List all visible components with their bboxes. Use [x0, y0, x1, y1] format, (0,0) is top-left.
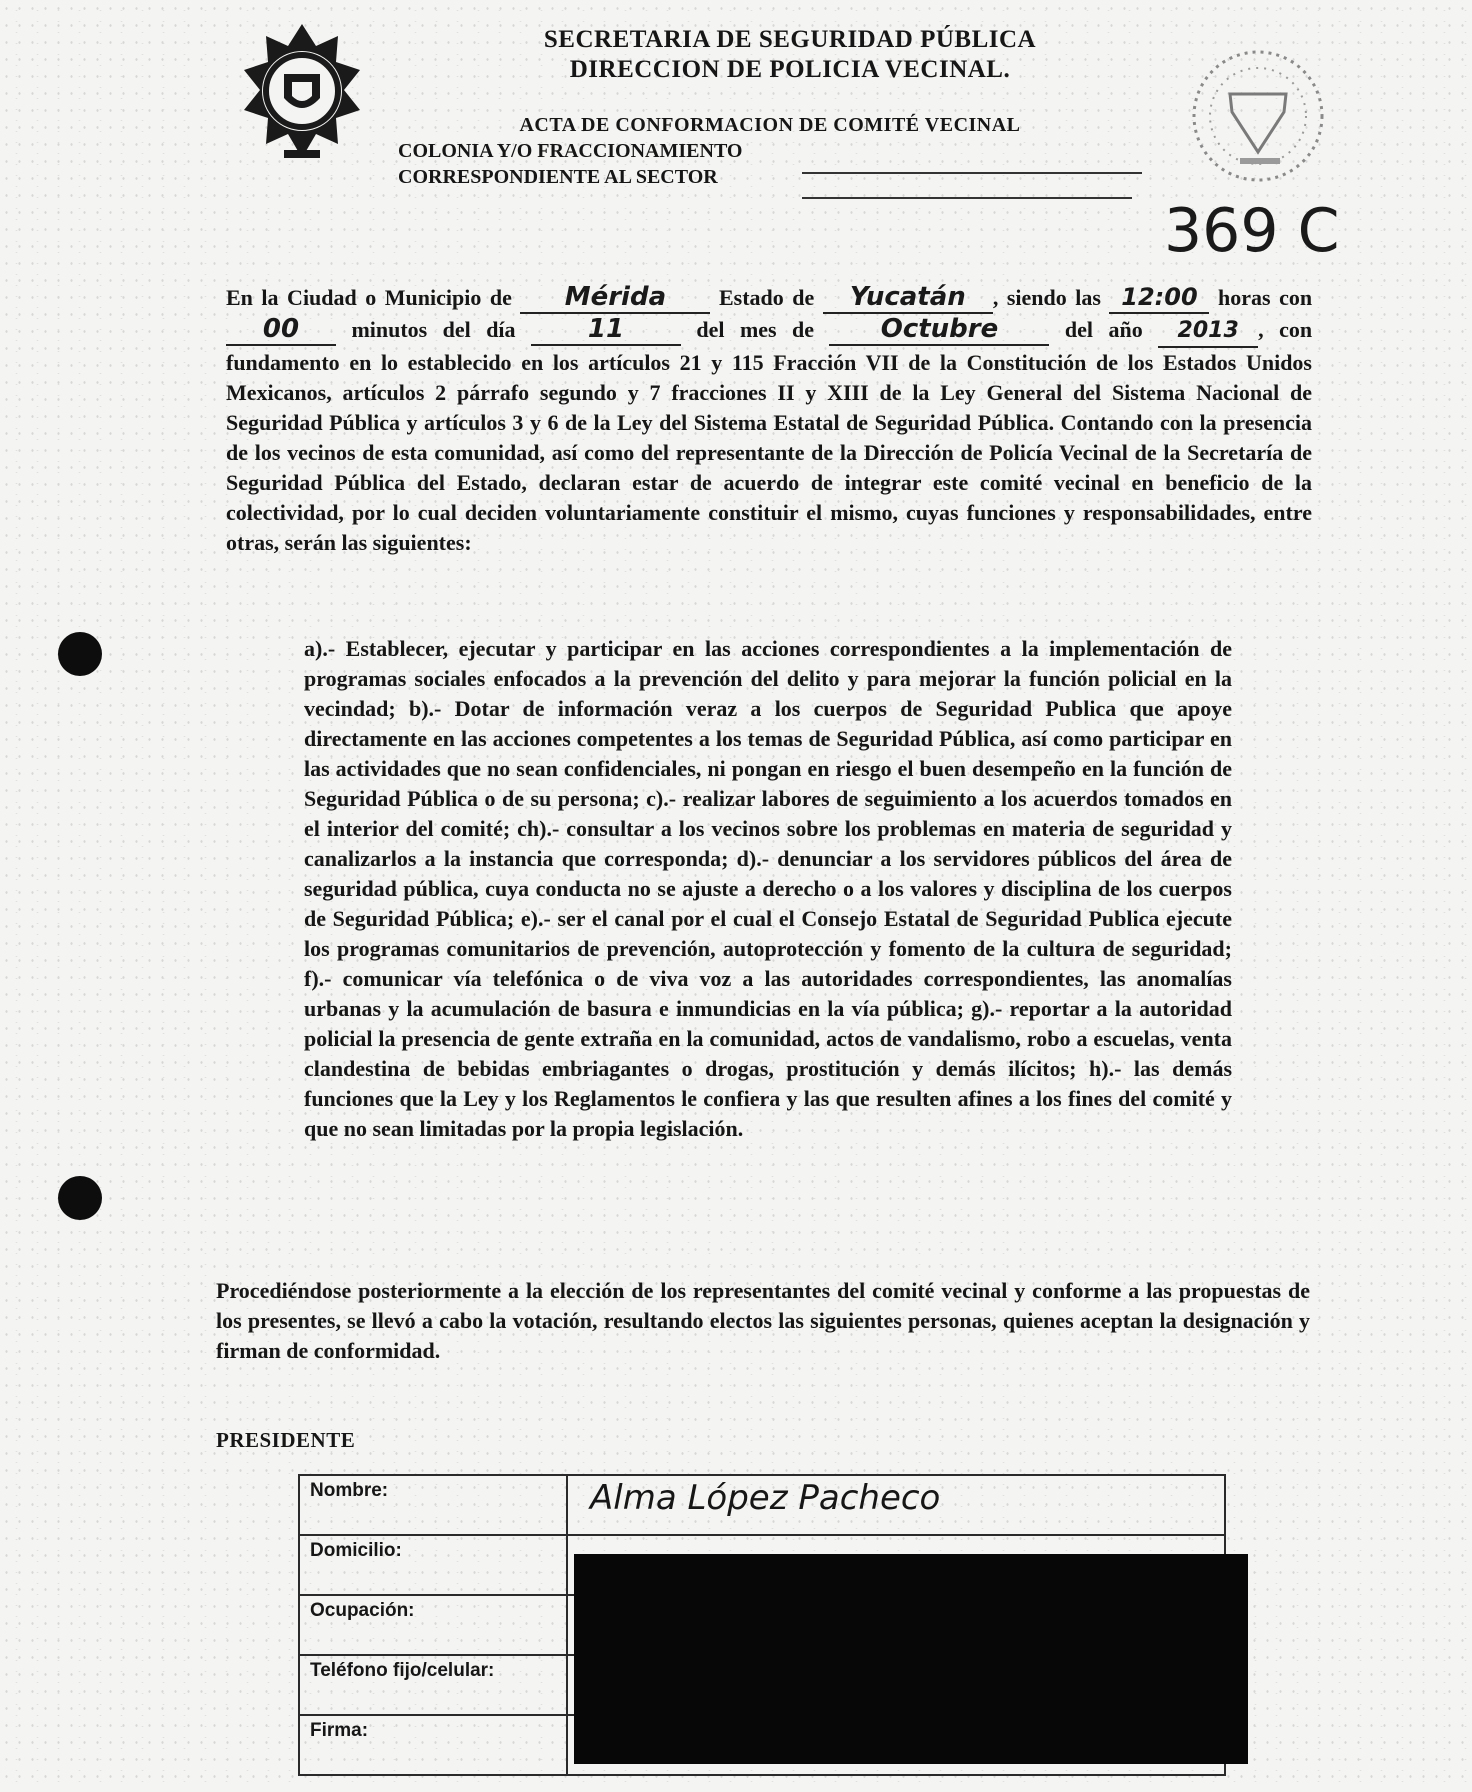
ocupacion-label: Ocupación: — [299, 1595, 567, 1655]
anio-field: 2013 — [1158, 316, 1258, 348]
duties-list: a).- Establecer, ejecutar y participar en las acciones correspondientes a la implementación de programas sociales enfocados a la prevención del delito y para mejorar la función policial en la vecindad; b).- Dotar de información veraz a los cuerpos de Seguridad Publica que apoye directamente en las acciones competentes a los temas de Seguridad Pública, así como participar en las actividades que no sean confidenciales, ni pongan en riesgo el buen desempeño en la función de Seguridad Pública o de su persona; c).- realizar labores de seguimiento a los acuerdos tomados en el interior del comité; ch).- consultar a los vecinos sobre los problemas en materia de seguridad y canalizarlos a la instancia que corresponda; d).- denunciar a los servidores públicos del área de seguridad pública, cuya conducta no se ajuste a derecho o a los valores y disciplina de los cuerpos de Seguridad Pública; e).- ser el canal por el cual el Consejo Estatal de Seguridad Publica ejecute los programas comunitarios de prevención, autoprotección y fomento de la cultura de seguridad; f).- comunicar vía telefónica o de viva voz a las autoridades correspondientes, las anomalías urbanas y la acumulación de basura e inmundicias en la vía pública; g).- reportar a la autoridad policial la presencia de gente extraña en la comunidad, actos de vandalismo, robo a escuelas, venta clandestina de bebidas embriagantes o drogas, prostitución y demás ilícitos; h).- las demás funciones que la Ley y los Reglamentos le confiera y las que resulten afines a los fines del comité y que no sean limitadas por la propia legislación. — [304, 636, 1233, 1141]
sector-blank — [802, 197, 1132, 199]
dia-field: 11 — [531, 314, 681, 346]
handwritten-folio: 369 C — [1164, 196, 1340, 266]
faint-official-stamp — [1184, 42, 1332, 190]
header-secretaria: SECRETARIA DE SEGURIDAD PÚBLICA — [543, 26, 1037, 53]
municipio-field: Mérida — [520, 282, 710, 314]
nombre-label: Nombre: — [299, 1475, 567, 1535]
presidente-heading: PRESIDENTE — [216, 1428, 356, 1452]
header-colonia: COLONIA Y/O FRACCIONAMIENTO — [398, 140, 743, 162]
domicilio-label: Domicilio: — [299, 1535, 567, 1595]
estado-field: Yucatán — [823, 282, 993, 314]
header-sector: CORRESPONDIENTE AL SECTOR — [398, 166, 718, 188]
election-paragraph: Procediéndose posteriormente a la elección de los representantes del comité vecinal y conforme a las propuestas de los presentes, se llevó a cabo la votación, resultando electos las siguientes personas, quienes aceptan la designación y firman de conformidad. — [216, 1278, 1310, 1363]
firma-label: Firma: — [299, 1715, 567, 1775]
nombre-value: Alma López Pacheco — [567, 1475, 1225, 1535]
colonia-blank — [802, 172, 1142, 174]
table-row — [299, 1475, 1225, 1535]
intro-paragraph: En la Ciudad o Municipio de Mérida Estado de Yucatán , siendo las 12:00 horas con 00 minutos del día 11 del mes de Octubre del año 2013 , con fundamento en lo establecido en los artículos 21 y 115 Fracción VII de la Constitución de los Estados Unidos Mexicanos, artículos 2 párrafo segundo y 7 fracciones II y XIII de la Ley General del Sistema Nacional de Seguridad Pública y artículos 3 y 6 de la Ley del Sistema Estatal de Seguridad Pública. Contando con la presencia de los vecinos de esta comunidad, así como del representante de la Dirección de Policía Vecinal de la Secretaría de Seguridad Pública del Estado, declaran estar de acuerdo de integrar este comité vecinal en beneficio de la colectividad, por lo cual deciden voluntariamente constituir el mismo, cuyas funciones y responsabilidades, entre otras, serán las siguientes: — [226, 282, 1313, 555]
mes-field: Octubre — [829, 314, 1049, 346]
hora-field: 12:00 — [1109, 282, 1209, 314]
telefono-label: Teléfono fijo/celular: — [299, 1655, 567, 1715]
punch-hole-top — [58, 632, 102, 676]
header-direccion: DIRECCION DE POLICIA VECINAL. — [569, 56, 1011, 83]
police-seal-logo — [240, 22, 364, 168]
minutos-field: 00 — [226, 314, 336, 346]
redaction-block — [574, 1554, 1248, 1764]
punch-hole-bottom — [58, 1176, 102, 1220]
header-acta: ACTA DE CONFORMACION DE COMITÉ VECINAL — [519, 114, 1021, 136]
